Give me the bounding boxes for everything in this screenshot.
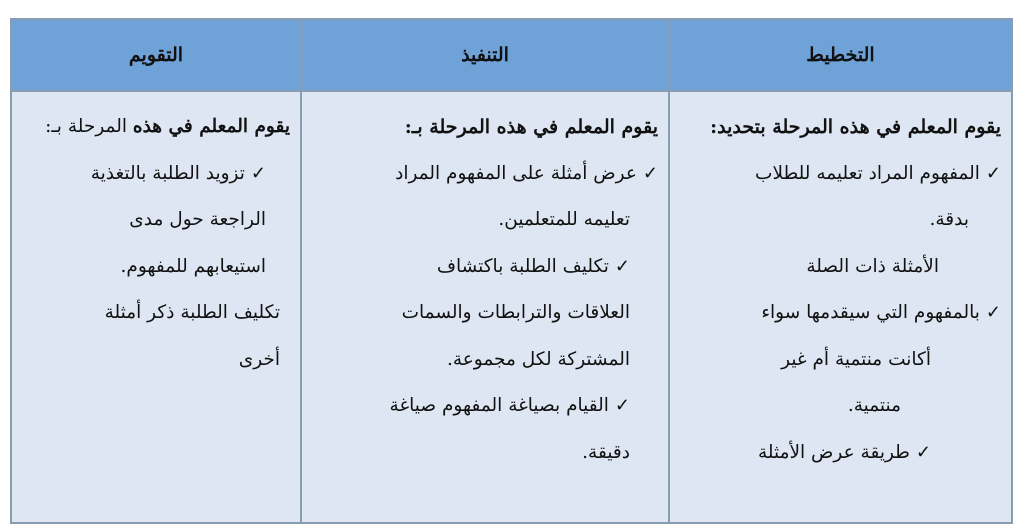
planning-intro: يقوم المعلم في هذه المرحلة بتحديد:: [710, 116, 1001, 138]
evaluation-text-1: تزويد الطلبة بالتغذية: [90, 162, 245, 184]
planning-cell: [669, 91, 1012, 523]
check-icon: ✓: [642, 162, 658, 184]
check-icon: ✓: [985, 302, 1001, 323]
execution-cell: [301, 91, 669, 523]
planning-item-1: [680, 151, 1001, 198]
planning-text-1: المفهوم المراد تعليمه للطلاب: [755, 162, 980, 184]
execution-text-5: المشتركة لكل مجموعة.: [446, 348, 630, 370]
execution-text-1: عرض أمثلة على المفهوم المراد: [395, 162, 637, 184]
evaluation-intro-rest: المرحلة بـ:: [45, 116, 133, 137]
execution-text-3: تكليف الطلبة باكتشاف: [436, 255, 609, 277]
check-icon: ✓: [915, 441, 931, 463]
execution-text-6: القيام بصياغة المفهوم صياغة: [389, 395, 609, 416]
header-row: [11, 19, 1012, 91]
planning-text-3: الأمثلة ذات الصلة: [806, 255, 939, 277]
planning-text-6: منتمية.: [847, 395, 901, 416]
execution-text-2: تعليمه للمتعلمين.: [498, 209, 630, 230]
evaluation-text-4: تكليف الطلبة ذكر أمثلة: [104, 302, 280, 323]
evaluation-cell: [11, 91, 301, 523]
evaluation-text-2: الراجعة حول مدى: [129, 209, 266, 230]
evaluation-text-3: استيعابهم للمفهوم.: [120, 255, 266, 277]
execution-item-3: [312, 383, 658, 430]
execution-text-7: دقيقة.: [582, 441, 630, 463]
check-icon: ✓: [250, 162, 266, 184]
header-execution: التنفيذ: [301, 19, 669, 91]
evaluation-item-1: [22, 151, 290, 198]
header-evaluation: التقويم: [11, 19, 301, 91]
phases-table: [10, 18, 1013, 524]
execution-text-4: العلاقات والترابطات والسمات: [401, 302, 630, 323]
planning-text-5: أكانت منتمية أم غير: [781, 348, 931, 370]
planning-text-4: بالمفهوم التي سيقدمها سواء: [761, 302, 980, 323]
check-icon: ✓: [614, 255, 630, 277]
content-row: [11, 91, 1012, 523]
execution-intro: يقوم المعلم في هذه المرحلة بـ:: [404, 116, 658, 138]
planning-text-2: بدقة.: [929, 209, 969, 230]
header-planning: التخطيط: [669, 19, 1012, 91]
planning-item-2: [680, 290, 1001, 337]
strategy-table: [10, 18, 1011, 524]
execution-item-2: [312, 244, 658, 291]
evaluation-text-5: أخرى: [238, 348, 280, 370]
check-icon: ✓: [985, 162, 1001, 184]
planning-text-7: طريقة عرض الأمثلة: [757, 441, 910, 463]
check-icon: ✓: [614, 395, 630, 416]
evaluation-intro: [22, 104, 290, 151]
evaluation-intro-bold: يقوم المعلم في هذه: [132, 116, 290, 137]
execution-item-1: [312, 151, 658, 198]
planning-item-3: [680, 430, 1001, 477]
